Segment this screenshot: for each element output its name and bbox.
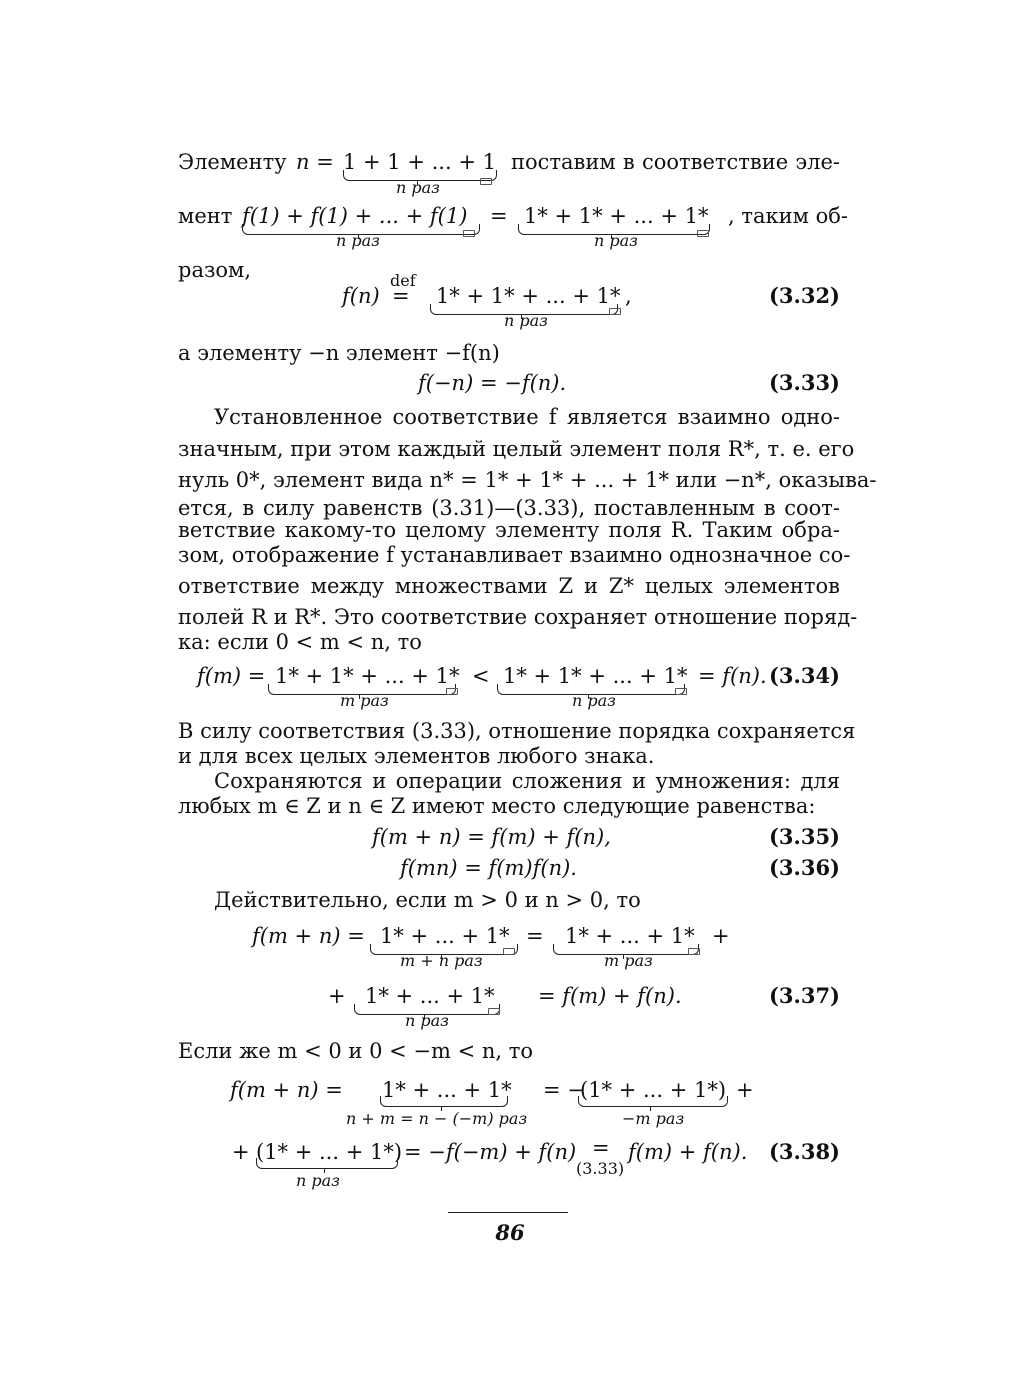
underbrace-label: m раз bbox=[340, 691, 389, 710]
underbrace-label: n раз bbox=[396, 178, 440, 197]
footer-rule bbox=[448, 1212, 568, 1213]
equation-number: (3.38) bbox=[768, 1139, 840, 1164]
text: мент bbox=[178, 204, 233, 228]
underbrace-label: n раз bbox=[504, 311, 548, 330]
box-glyph bbox=[609, 308, 621, 315]
underbrace-label: n раз bbox=[594, 231, 638, 250]
underbrace-label: n раз bbox=[336, 231, 380, 250]
paragraph-line: ка: если 0 < m < n, то bbox=[178, 630, 422, 654]
sum-ones-star: (1* + ... + 1*) bbox=[580, 1078, 727, 1102]
paragraph-line: В силу соответствия (3.33), отношение порядка сохраняется bbox=[178, 719, 856, 743]
page-number: 86 bbox=[495, 1220, 525, 1245]
plus: + bbox=[328, 984, 346, 1008]
sum-ones-star: 1* + ... + 1* bbox=[565, 924, 695, 948]
text: поставим в соответствие эле- bbox=[511, 150, 840, 174]
sum-ones-star: 1* + 1* + ... + 1* bbox=[436, 284, 621, 308]
paragraph-line: ветствие какому-то целому элементу поля R. Таким обра- bbox=[178, 518, 840, 542]
sum-ones-star: 1* + 1* + ... + 1* bbox=[275, 664, 460, 688]
less-than: < bbox=[472, 664, 490, 688]
text: Элементу bbox=[178, 150, 287, 174]
paragraph-line: полей R и R*. Это соответствие сохраняет отношение поряд- bbox=[178, 605, 858, 629]
box-glyph bbox=[488, 1008, 500, 1015]
equals: = bbox=[592, 1136, 610, 1160]
paragraph-line: Сохраняются и операции сложения и умножения: для bbox=[214, 769, 840, 793]
text: разом, bbox=[178, 258, 252, 282]
plus: + bbox=[232, 1140, 250, 1164]
sum-ones-star: (1* + ... + 1*) bbox=[256, 1140, 403, 1164]
equals-minus: = − bbox=[543, 1078, 585, 1102]
underbrace bbox=[578, 1096, 728, 1107]
box-glyph bbox=[697, 230, 709, 237]
paragraph-line: и для всех целых элементов любого знака. bbox=[178, 744, 655, 768]
formula: f(n) bbox=[342, 284, 380, 308]
equation-number: (3.36) bbox=[768, 855, 840, 880]
box-glyph bbox=[480, 178, 492, 185]
text: а элементу −n элемент −f(n) bbox=[178, 341, 500, 365]
underbrace-label: m раз bbox=[604, 951, 653, 970]
underbrace-label: n раз bbox=[572, 691, 616, 710]
sum-ones-star: 1* + ... + 1* bbox=[365, 984, 495, 1008]
paragraph-line: ется, в силу равенств (3.31)—(3.33), поставленным в соот- bbox=[178, 496, 840, 520]
formula: f(m + n) = bbox=[252, 924, 365, 948]
plus: + bbox=[736, 1078, 754, 1102]
formula: f(m) = bbox=[197, 664, 266, 688]
paragraph-line: зом, отображение f устанавливает взаимно однозначное со- bbox=[178, 543, 851, 567]
comma: , bbox=[625, 284, 632, 308]
formula: f(−n) = −f(n). bbox=[418, 371, 567, 395]
equals: = bbox=[392, 284, 410, 308]
box-glyph bbox=[503, 948, 515, 955]
def-label: def bbox=[390, 271, 416, 290]
formula: f(m) + f(n). bbox=[628, 1140, 748, 1164]
equation-number: (3.37) bbox=[768, 983, 840, 1008]
formula: f(1) + f(1) + ... + f(1) bbox=[242, 204, 468, 228]
formula: f(m + n) = bbox=[230, 1078, 343, 1102]
paragraph-line: Действительно, если m > 0 и n > 0, то bbox=[214, 888, 641, 912]
formula: f(mn) = f(m)f(n). bbox=[400, 856, 577, 880]
box-glyph bbox=[688, 948, 700, 955]
sum-ones-star: 1* + ... + 1* bbox=[380, 924, 510, 948]
equation-number: (3.35) bbox=[768, 824, 840, 849]
underbrace-label: n раз bbox=[296, 1171, 340, 1190]
paragraph-line: Если же m < 0 и 0 < −m < n, то bbox=[178, 1039, 533, 1063]
sum-ones-star: 1* + 1* + ... + 1* bbox=[503, 664, 688, 688]
equation-number: (3.33) bbox=[768, 370, 840, 395]
equals: = bbox=[526, 924, 544, 948]
equation-number: (3.34) bbox=[768, 663, 840, 688]
paragraph-line: нуль 0*, элемент вида n* = 1* + 1* + ... + 1* или −n*, оказыва- bbox=[178, 468, 877, 492]
paragraph-line: любых m ∈ Z и n ∈ Z имеют место следующие равенства: bbox=[178, 794, 816, 818]
box-glyph bbox=[675, 688, 687, 695]
plus: + bbox=[712, 924, 730, 948]
underbrace-label: −m раз bbox=[622, 1109, 685, 1128]
formula: = f(n). bbox=[698, 664, 767, 688]
text: , таким об- bbox=[728, 204, 849, 228]
equals: = bbox=[490, 204, 508, 228]
sum-ones-star: 1* + ... + 1* bbox=[382, 1078, 512, 1102]
paragraph-line: Установленное соответствие f является взаимно одно- bbox=[214, 405, 840, 429]
underbrace-label: m + n раз bbox=[400, 951, 483, 970]
paragraph-line: ответствие между множествами Z и Z* целых элементов bbox=[178, 574, 840, 598]
line-1 bbox=[178, 150, 287, 174]
box-glyph bbox=[446, 688, 458, 695]
underbrace-label: n + m = n − (−m) раз bbox=[346, 1109, 528, 1128]
underbrace bbox=[256, 1158, 398, 1169]
underbrace bbox=[380, 1096, 508, 1107]
formula-n-eq: n = bbox=[296, 150, 334, 174]
reference-label: (3.33) bbox=[576, 1159, 625, 1178]
sum-ones: 1 + 1 + ... + 1 bbox=[343, 150, 496, 174]
formula: f(m + n) = f(m) + f(n), bbox=[372, 825, 611, 849]
box-glyph bbox=[463, 230, 475, 237]
paragraph-line: значным, при этом каждый целый элемент поля R*, т. е. его bbox=[178, 437, 855, 461]
sum-ones-star: 1* + 1* + ... + 1* bbox=[524, 204, 709, 228]
formula: = −f(−m) + f(n) bbox=[404, 1140, 577, 1164]
equation-number: (3.32) bbox=[768, 283, 840, 308]
underbrace-label: n раз bbox=[405, 1011, 449, 1030]
formula: = f(m) + f(n). bbox=[538, 984, 682, 1008]
